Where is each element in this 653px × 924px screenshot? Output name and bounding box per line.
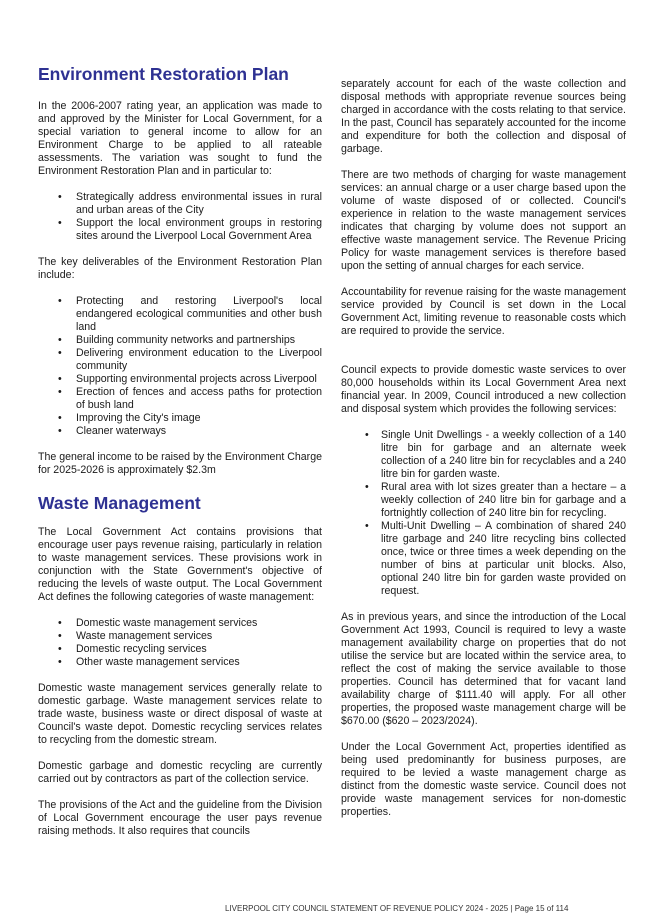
- bullet-list: [38, 617, 322, 669]
- paragraph: The general income to be raised by the Environment Charge for 2025-2026 is approximately $2.3m: [38, 451, 322, 476]
- paragraph: As in previous years, and since the introduction of the Local Government Act 1993, Council is required to levy a waste management availability charge on properties that do not utilise the service but are located within the service area, to reflect the cost of making the service available to those properties. Council has determined that for vacant land availability charge of $111.40 will apply. For all other properties, the proposed waste management charge will be $670.00 ($620 – 2023/2024).: [341, 611, 626, 727]
- list-item: • Strategically address environmental issues in rural and urban areas of the City: [38, 191, 322, 217]
- paragraph: The provisions of the Act and the guideline from the Division of Local Government encourage the user pays revenue raising methods. It also requires that councils: [38, 799, 322, 837]
- right-column: [341, 78, 626, 819]
- paragraph: The key deliverables of the Environment Restoration Plan include:: [38, 256, 322, 281]
- list-item: • Multi-Unit Dwelling – A combination of shared 240 litre garbage and 240 litre recycling bins collected once, twice or three times a week depending on the number of bins at particular unit blocks. Also, optional 240 litre bin for garden waste provided on request.: [341, 520, 626, 598]
- list-item: • Delivering environment education to the Liverpool community: [38, 347, 322, 373]
- paragraph: Domestic garbage and domestic recycling are currently carried out by contractors as part of the collection service.: [38, 760, 322, 785]
- paragraph: Under the Local Government Act, properties identified as being used predominantly for business purposes, are required to be levied a waste management charge as distinct from the domestic waste service. Council does not provide waste management services for non-domestic properties.: [341, 741, 626, 818]
- paragraph: Domestic waste management services generally relate to domestic garbage. Waste management services relate to trade waste, business waste or direct disposal of waste at Council's waste depot. Domestic recycling services relates to recycling from the domestic stream.: [38, 682, 322, 746]
- list-item: • Domestic waste management services: [38, 617, 322, 630]
- list-item: • Improving the City's image: [38, 412, 322, 425]
- list-item: • Rural area with lot sizes greater than a hectare – a weekly collection of 240 litre bin for garbage and a fortnightly collection of 240 litre bin for recycling.: [341, 481, 626, 520]
- list-item: • Single Unit Dwellings - a weekly collection of a 140 litre bin for garbage and an alternate week collection of a 240 litre bin for recyclables and a 240 litre bin for garden waste.: [341, 429, 626, 481]
- heading-waste-management: Waste Management: [38, 493, 201, 513]
- list-item: • Support the local environment groups in restoring sites around the Liverpool Local Government Area: [38, 217, 322, 243]
- list-item: • Building community networks and partnerships: [38, 334, 322, 347]
- list-item: • Cleaner waterways: [38, 425, 322, 438]
- bullet-list: [341, 429, 626, 598]
- list-item: • Other waste management services: [38, 656, 322, 669]
- list-item: • Protecting and restoring Liverpool's local endangered ecological communities and other bush land: [38, 295, 322, 334]
- list-item: • Waste management services: [38, 630, 322, 643]
- paragraph: In the 2006-2007 rating year, an application was made to and approved by the Minister for Local Government, for a special variation to general income to allow for an Environment Charge to be applied to all rateable assessments. The variation was sought to fund the Environment Restoration Plan and in particular to:: [38, 100, 322, 177]
- list-item: • Erection of fences and access paths for protection of bush land: [38, 386, 322, 412]
- paragraph: separately account for each of the waste collection and disposal methods with appropriate revenue sources being charged in accordance with the costs relating to that service. In the past, Council has separately accounted for the income and expenditure for both the collection and disposal of garbage.: [341, 78, 626, 155]
- heading-environment-restoration-plan: Environment Restoration Plan: [38, 64, 289, 84]
- list-item: • Domestic recycling services: [38, 643, 322, 656]
- paragraph: There are two methods of charging for waste management services: an annual charge or a user charge based upon the volume of waste disposed of or collected. Council's experience in relation to the waste management services indicates that charging by volume does not support an effective waste management service. The Revenue Pricing Policy for waste management services is therefore based upon the setting of annual charges for each service.: [341, 169, 626, 272]
- list-item: • Supporting environmental projects across Liverpool: [38, 373, 322, 386]
- paragraph: The Local Government Act contains provisions that encourage user pays revenue raising, particularly in relation to waste management services. These provisions work in conjunction with the State Government's objective of reducing the levels of waste output. The Local Government Act defines the following categories of waste management:: [38, 526, 322, 603]
- paragraph: Council expects to provide domestic waste services to over 80,000 households within its Local Government Area next financial year. In 2009, Council introduced a new collection and disposal system which provides the following services:: [341, 364, 626, 415]
- left-column: [38, 64, 322, 838]
- page-footer: LIVERPOOL CITY COUNCIL STATEMENT OF REVENUE POLICY 2024 - 2025 | Page 15 of 114: [225, 904, 569, 913]
- paragraph: Accountability for revenue raising for the waste management service provided by Council is set down in the Local Government Act, limiting revenue to reasonable costs which are required to provide the service.: [341, 286, 626, 337]
- bullet-list: [38, 191, 322, 243]
- bullet-list: [38, 295, 322, 438]
